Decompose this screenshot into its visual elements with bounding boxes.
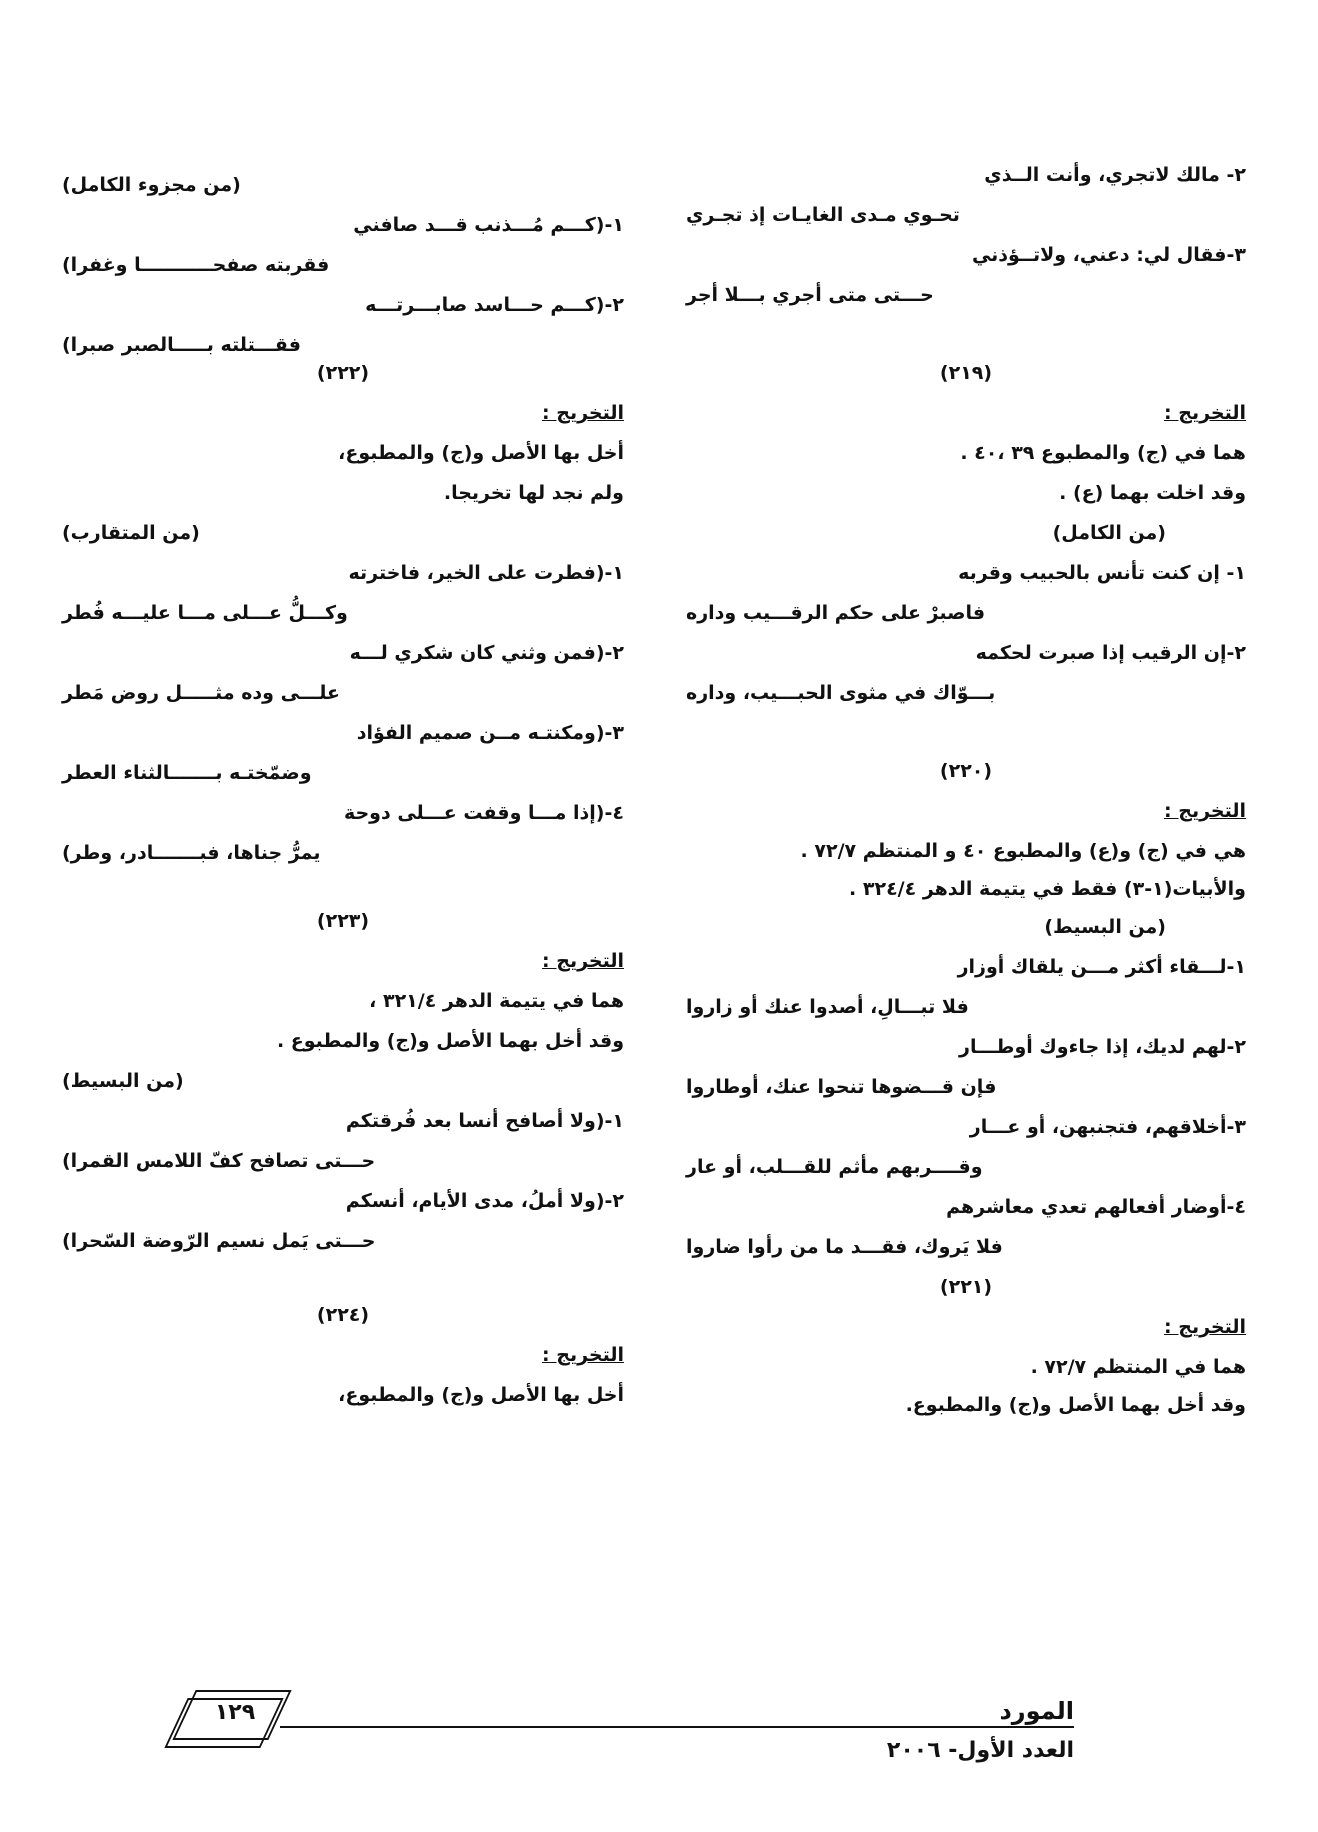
meter-label: (من البسيط)	[62, 1070, 184, 1092]
text-line: وقد اخلت بهما (ع) .	[1059, 482, 1246, 504]
text-line: هما في المنتظم ٧٢/٧ .	[1030, 1356, 1246, 1378]
entry-number: (٢١٩)	[939, 362, 993, 384]
verse-line: وكـــلُّ عـــلى مـــا عليـــه فُطر	[62, 602, 348, 624]
verse-line: ٣-(ومكنتـه مــن صميم الفؤاد	[356, 722, 624, 744]
journal-name: المورد	[999, 1697, 1074, 1725]
page-footer	[170, 1690, 1090, 1790]
meter-label: (من البسيط)	[1044, 916, 1166, 938]
text-line: ولم نجد لها تخريجا.	[443, 482, 624, 504]
entry-number: (٢٢٤)	[316, 1304, 370, 1326]
verse-line: فلا يَروك، فقـــد ما من رأوا ضاروا	[686, 1236, 1003, 1258]
footer-rule	[280, 1726, 1074, 1728]
verse-line: ١- إن كنت تأنس بالحبيب وقربه	[958, 562, 1246, 584]
section-heading: التخريج :	[542, 1344, 624, 1366]
text-line: وقد أخل بهما الأصل و(ج) والمطبوع .	[276, 1030, 624, 1052]
text-line: هما في يتيمة الدهر ٣٢١/٤ ،	[369, 990, 624, 1012]
verse-line: فقربته صفحـــــــــــا وغفرا)	[62, 254, 330, 276]
verse-line: ١-(فطرت على الخير، فاخترته	[348, 562, 624, 584]
verse-line: ٢-(فمن وثني كان شكري لـــه	[349, 642, 624, 664]
page-number: ١٢٩	[214, 1700, 256, 1725]
verse-line: ٣-أخلاقهم، فتجنبهن، أو عـــار	[969, 1116, 1246, 1138]
verse-line: فقـــتلته بـــــالصبر صبرا)	[62, 334, 301, 356]
verse-line: حـــتى متى أجري بـــلا أجر	[686, 284, 934, 306]
text-line: أخل بها الأصل و(ج) والمطبوع،	[338, 1384, 624, 1406]
text-line: هما في (ج) والمطبوع ٣٩ ،٤٠ .	[960, 442, 1246, 464]
issue-label: العدد الأول- ٢٠٠٦	[886, 1738, 1074, 1763]
entry-number: (٢٢٠)	[939, 760, 993, 782]
section-heading: التخريج :	[542, 402, 624, 424]
verse-line: فلا تبـــالِ، أصدوا عنك أو زاروا	[686, 996, 969, 1018]
verse-line: حـــتى يَمل نسيم الرّوضة السّحرا)	[62, 1230, 376, 1252]
section-heading: التخريج :	[1164, 800, 1246, 822]
verse-line: ٢-إن الرقيب إذا صبرت لحكمه	[975, 642, 1246, 664]
verse-line: علـــى وده مثـــــل روض مَطر	[62, 682, 341, 704]
verse-line: بـــوّاك في مثوى الحبـــيب، وداره	[686, 682, 996, 704]
verse-line: ٤-(إذا مـــا وقفت عـــلى دوحة	[343, 802, 624, 824]
verse-line: ١-لـــقاء أكثر مـــن يلقاك أوزار	[957, 956, 1246, 978]
verse-line: ١-(ولا أصافح أنسا بعد فُرقتكم	[345, 1110, 624, 1132]
verse-line: ٢-(كـــم حـــاسد صابـــرتـــه	[365, 294, 624, 316]
verse-line: يمرُّ جناها، فبـــــــادر، وطر)	[62, 842, 321, 864]
text-line: أخل بها الأصل و(ج) والمطبوع،	[338, 442, 624, 464]
section-heading: التخريج :	[542, 950, 624, 972]
verse-line: ١-(كـــم مُـــذنب قـــد صافني	[353, 214, 624, 236]
text-line: والأبيات(١-٣) فقط في يتيمة الدهر ٣٢٤/٤ .	[849, 878, 1246, 900]
verse-line: وضمّختـه بـــــــالثناء العطر	[62, 762, 312, 784]
verse-line: ٤-أوضار أفعالهم تعدي معاشرهم	[946, 1196, 1246, 1218]
text-line: وقد أخل بهما الأصل و(ج) والمطبوع.	[905, 1394, 1246, 1416]
verse-line: ٣-فقال لي: دعني، ولاتــؤذني	[971, 244, 1246, 266]
verse-line: فإن قـــضوها تنحوا عنك، أوطاروا	[686, 1076, 997, 1098]
entry-number: (٢٢٣)	[316, 910, 370, 932]
meter-label: (من الكامل)	[1052, 522, 1166, 544]
verse-line: ٢-لهم لديك، إذا جاءوك أوطـــار	[959, 1036, 1246, 1058]
verse-line: وقــــربهم مأثم للقـــلب، أو عار	[686, 1156, 983, 1178]
meter-label: (من المتقارب)	[62, 522, 200, 544]
verse-line: ٢-(ولا أملُ، مدى الأيام، أنسكم	[345, 1190, 624, 1212]
section-heading: التخريج :	[1164, 1316, 1246, 1338]
verse-line: فاصبرْ على حكم الرقـــيب وداره	[686, 602, 986, 624]
verse-line: حـــتى تصافح كفّ اللامس القمرا)	[62, 1150, 376, 1172]
verse-line: ٢- مالك لاتجري، وأنت الــذي	[984, 164, 1246, 186]
meter-label: (من مجزوء الكامل)	[62, 174, 241, 196]
text-line: هي في (ج) و(ع) والمطبوع ٤٠ و المنتظم ٧٢/٧ .	[800, 840, 1246, 862]
entry-number: (٢٢١)	[939, 1276, 993, 1298]
section-heading: التخريج :	[1164, 402, 1246, 424]
verse-line: تحـوي مـدى الغايـات إذ تجـري	[686, 204, 960, 226]
entry-number: (٢٢٢)	[316, 362, 370, 384]
